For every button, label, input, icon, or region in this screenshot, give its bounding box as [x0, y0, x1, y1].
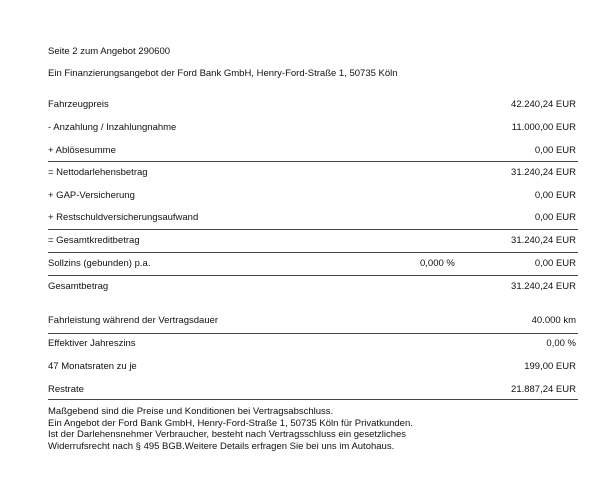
row-value: 31.240,24 EUR	[511, 235, 576, 246]
row-value: 0,00 EUR	[534, 212, 576, 223]
row-label: - Anzahlung / Inzahlungnahme	[48, 122, 177, 133]
row-down-payment	[48, 122, 578, 136]
row-value: 31.240,24 EUR	[511, 281, 576, 292]
row-credit-insurance	[48, 212, 578, 226]
divider	[48, 161, 578, 162]
row-value: 42.240,24 EUR	[511, 99, 576, 110]
row-label: = Gesamtkreditbetrag	[48, 235, 140, 246]
offer-provider-line: Ein Finanzierungsangebot der Ford Bank GmbH, Henry-Ford-Straße 1, 50735 Köln	[48, 68, 398, 79]
row-label: + Restschuldversicherungsaufwand	[48, 212, 199, 223]
row-label: + Ablösesumme	[48, 145, 116, 156]
row-total-credit-amount	[48, 235, 578, 249]
row-value: 0,00 EUR	[534, 190, 576, 201]
row-label: Sollzins (gebunden) p.a.	[48, 258, 151, 269]
row-value: 11.000,00 EUR	[511, 122, 576, 133]
row-mileage	[48, 315, 578, 329]
row-value: 199,00 EUR	[524, 361, 576, 372]
divider	[48, 275, 578, 276]
row-payoff-amount	[48, 145, 578, 159]
disclaimer-line: Ein Angebot der Ford Bank GmbH, Henry-Ford-Straße 1, 50735 Köln für Privatkunden.	[48, 417, 413, 429]
row-net-loan-amount	[48, 167, 578, 181]
divider	[48, 399, 578, 400]
row-label: 47 Monatsraten zu je	[48, 361, 137, 372]
disclaimer-line: Ist der Darlehensnehmer Verbraucher, besteht nach Vertragsschluss ein gesetzliches	[48, 429, 407, 440]
row-value: 0,00 EUR	[534, 258, 576, 269]
divider	[48, 252, 578, 253]
row-effective-annual-rate	[48, 338, 578, 352]
disclaimer-line: Maßgebend sind die Preise und Konditionen bei Vertragsabschluss.	[48, 406, 334, 417]
row-value: 31.240,24 EUR	[511, 167, 576, 178]
row-label: = Nettodarlehensbetrag	[48, 167, 148, 178]
row-label: Fahrzeugpreis	[48, 99, 109, 110]
row-borrowing-rate	[48, 258, 578, 272]
row-value: 0,00 %	[546, 338, 576, 349]
row-rate: 0,000 %	[420, 258, 455, 269]
row-final-installment	[48, 384, 578, 398]
row-label: Fahrleistung während der Vertragsdauer	[48, 315, 219, 326]
row-value: 0,00 EUR	[534, 145, 576, 156]
row-label: Restrate	[48, 384, 84, 395]
row-label: Effektiver Jahreszins	[48, 338, 136, 349]
row-total-amount	[48, 281, 578, 295]
disclaimer-line: Widerrufsrecht nach § 495 BGB.Weitere Details erfragen Sie bei uns im Autohaus.	[48, 440, 395, 452]
row-label: Gesamtbetrag	[48, 281, 109, 292]
row-monthly-installments	[48, 361, 578, 375]
row-value: 21.887,24 EUR	[511, 384, 576, 395]
divider	[48, 229, 578, 230]
legal-disclaimer	[48, 406, 578, 452]
row-value: 40.000 km	[531, 315, 576, 326]
row-gap-insurance	[48, 190, 578, 204]
row-vehicle-price	[48, 99, 578, 113]
row-label: + GAP-Versicherung	[48, 190, 135, 201]
page-reference: Seite 2 zum Angebot 290600	[48, 46, 171, 57]
divider	[48, 333, 578, 334]
